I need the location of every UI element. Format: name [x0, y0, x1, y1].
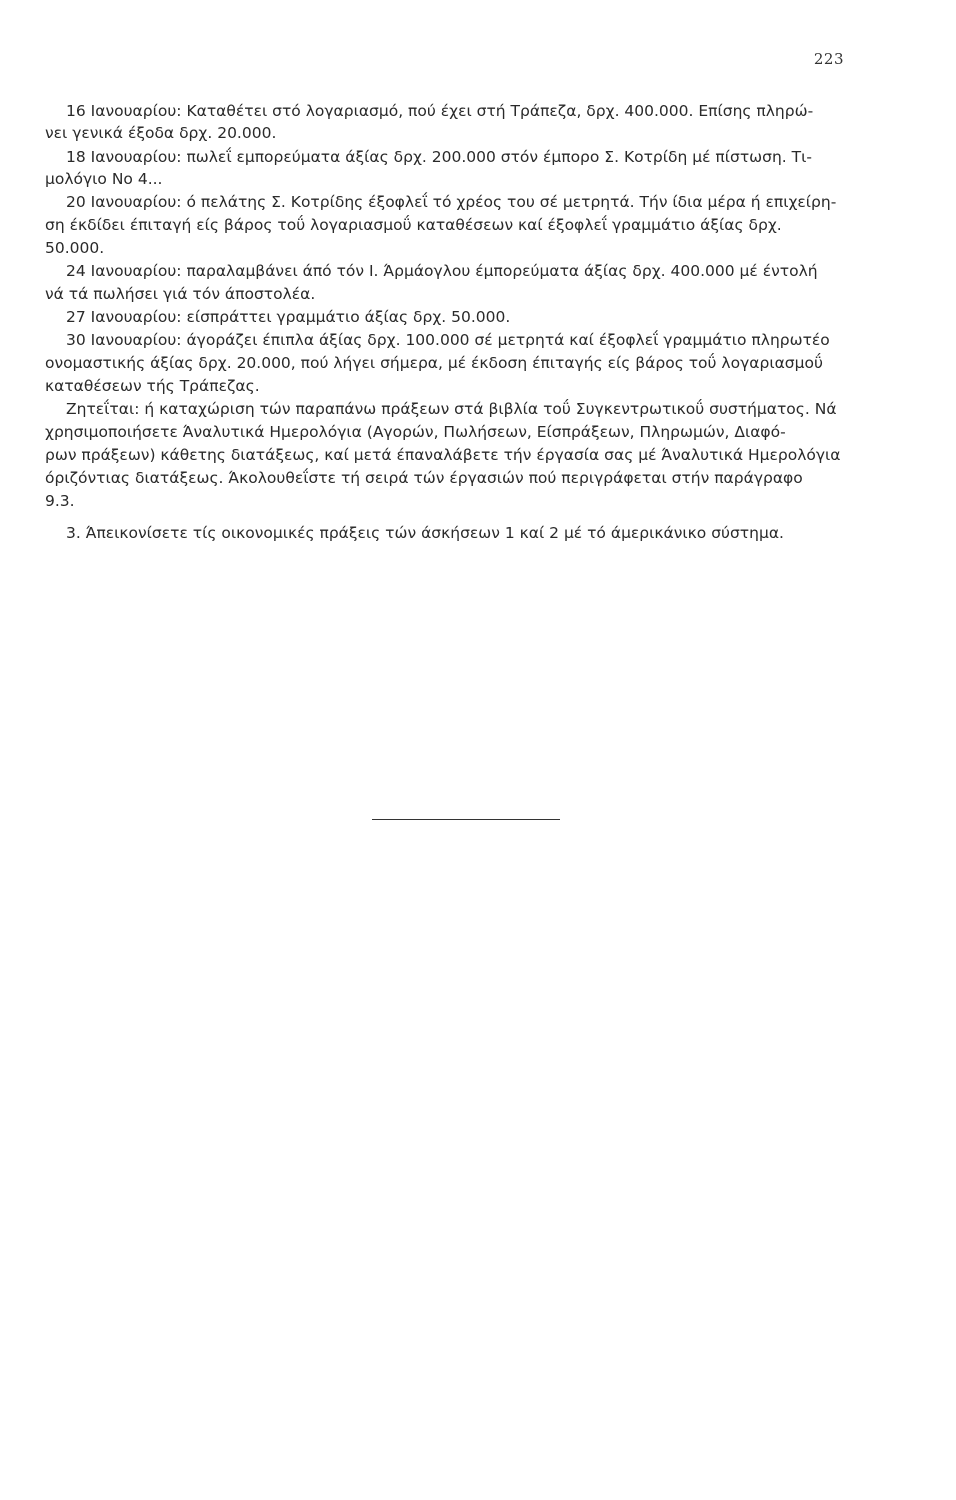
page-number: 223 — [813, 50, 844, 68]
text-line: ση έκδίδει έπιταγή είς βάρος τοΰ λογαριασμοΰ καταθέσεων καί έξοφλεΐ γραμμάτιο άξίας δρχ. — [45, 216, 782, 234]
text-line: 18 Ιανουαρίου: πωλεΐ εμπορεύματα άξίας δρχ. 200.000 στόν έμπορο Σ. Κοτρίδη μέ πίστωση. Τι- — [66, 148, 812, 166]
text-line: 20 Ιανουαρίου: ό πελάτης Σ. Κοτρίδης έξοφλεΐ τό χρέος του σέ μετρητά. Τήν ίδια μέρα ή επιχείρη- — [66, 193, 837, 211]
text-line: νει γενικά έξοδα δρχ. 20.000. — [45, 124, 277, 142]
text-line: 50.000. — [45, 239, 105, 257]
text-line: 9.3. — [45, 492, 75, 510]
text-line: νά τά πωλήσει γιά τόν άποστολέα. — [45, 285, 316, 303]
text-line: Ζητεΐται: ή καταχώριση τών παραπάνω πράξεων στά βιβλία τοΰ Συγκεντρωτικοΰ συστήματος. Νά — [66, 400, 837, 418]
text-line: μολόγιο Νο 4... — [45, 170, 163, 188]
text-line: ρων πράξεων) κάθετης διατάξεως, καί μετά έπαναλάβετε τήν έργασία σας μέ Άναλυτικά Ημερολόγια — [45, 446, 841, 464]
text-line: 16 Ιανουαρίου: Καταθέτει στό λογαριασμό, πού έχει στή Τράπεζα, δρχ. 400.000. Επίσης πληρώ- — [66, 102, 814, 120]
text-line: 24 Ιανουαρίου: παραλαμβάνει άπό τόν Ι. Άρμάογλου έμπορεύματα άξίας δρχ. 400.000 μέ έντολή — [66, 262, 818, 280]
text-line: 30 Ιανουαρίου: άγοράζει έπιπλα άξίας δρχ. 100.000 σέ μετρητά καί έξοφλεΐ γραμμάτιο πληρωτέο — [66, 331, 830, 349]
text-line: καταθέσεων τής Τράπεζας. — [45, 377, 260, 395]
text-line: χρησιμοποιήσετε Άναλυτικά Ημερολόγια (Αγορών, Πωλήσεων, Είσπράξεων, Πληρωμών, Διαφό- — [45, 423, 786, 441]
text-line: όριζόντιας διατάξεως. Άκολουθεΐστε τή σειρά τών έργασιών πού περιγράφεται στήν παράγραφο — [45, 469, 803, 487]
section-divider — [372, 819, 560, 820]
text-line: 3. Άπεικονίσετε τίς οικονομικές πράξεις τών άσκήσεων 1 καί 2 μέ τό άμερικάνικο σύστημα. — [66, 524, 784, 542]
text-line: 27 Ιανουαρίου: είσπράττει γραμμάτιο άξίας δρχ. 50.000. — [66, 308, 511, 326]
text-line: ονομαστικής άξίας δρχ. 20.000, πού λήγει σήμερα, μέ έκδοση έπιταγής είς βάρος τοΰ λογαριασμοΰ — [45, 354, 823, 372]
